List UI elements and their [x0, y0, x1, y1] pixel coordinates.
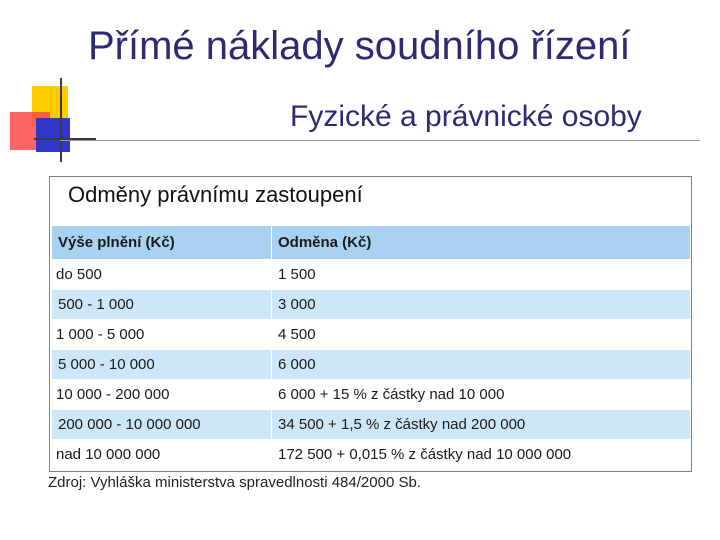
title-divider	[60, 140, 700, 141]
table-row	[52, 380, 691, 410]
source-note: Zdroj: Vyhláška ministerstva spravedlnosti 484/2000 Sb.	[48, 474, 421, 491]
section-title: Odměny právnímu zastoupení	[68, 182, 363, 207]
deco-vertical-line	[60, 78, 62, 162]
table-row	[52, 440, 691, 470]
header-fee: Odměna (Kč)	[272, 226, 691, 260]
cell-fee: 1 500	[272, 260, 691, 290]
table-row	[52, 350, 691, 380]
cell-claim-value: nad 10 000 000	[52, 440, 272, 470]
cell-fee: 6 000	[272, 350, 691, 380]
cell-fee: 3 000	[272, 290, 691, 320]
cell-claim-value: 5 000 - 10 000	[52, 350, 272, 380]
header-claim-value: Výše plnění (Kč)	[52, 226, 272, 260]
cell-claim-value: 200 000 - 10 000 000	[52, 410, 272, 440]
cell-fee: 172 500 + 0,015 % z částky nad 10 000 000	[272, 440, 691, 470]
table-row	[52, 290, 691, 320]
cell-claim-value: 1 000 - 5 000	[52, 320, 272, 350]
cell-fee: 4 500	[272, 320, 691, 350]
cell-claim-value: 10 000 - 200 000	[52, 380, 272, 410]
slide-subtitle: Fyzické a právnické osoby	[290, 100, 642, 133]
slide-title: Přímé náklady soudního řízení	[88, 24, 631, 68]
cell-claim-value: do 500	[52, 260, 272, 290]
table-row	[52, 260, 691, 290]
blue-square	[36, 118, 70, 152]
fee-table	[51, 225, 691, 470]
table-header-row	[52, 226, 691, 260]
cell-fee: 34 500 + 1,5 % z částky nad 200 000	[272, 410, 691, 440]
cell-claim-value: 500 - 1 000	[52, 290, 272, 320]
cell-fee: 6 000 + 15 % z částky nad 10 000	[272, 380, 691, 410]
table-row	[52, 410, 691, 440]
table-row	[52, 320, 691, 350]
decorative-squares-logo	[0, 78, 96, 162]
